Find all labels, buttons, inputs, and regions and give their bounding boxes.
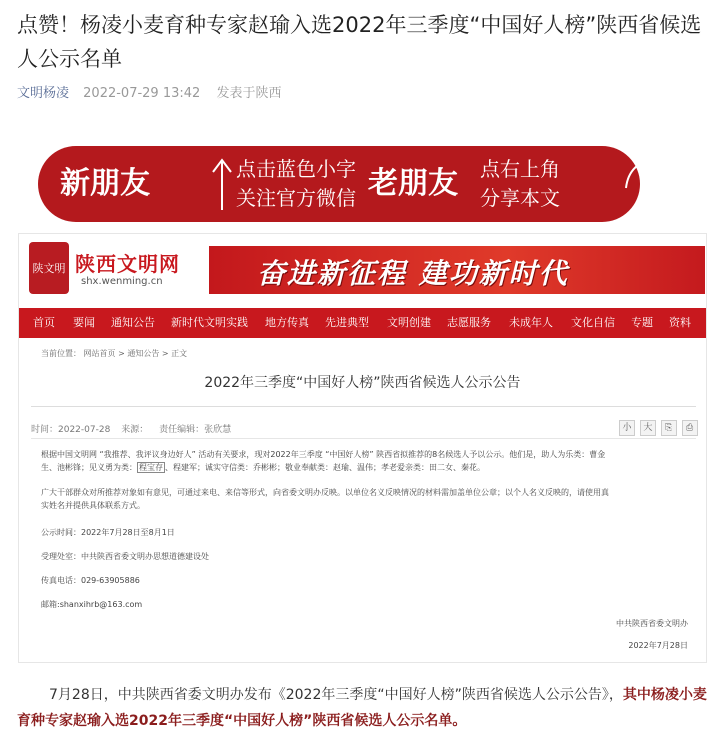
nav-item-practice[interactable]: 新时代文明实践 bbox=[171, 316, 248, 329]
nav-item-local[interactable]: 地方传真 bbox=[265, 316, 309, 329]
notice-signature-org: 中共陕西省委文明办 bbox=[616, 619, 688, 628]
site-name: 陕西文明网 bbox=[75, 252, 180, 276]
site-header bbox=[19, 234, 706, 304]
notice-source: 来源： bbox=[121, 425, 149, 435]
follow-banner[interactable] bbox=[38, 146, 640, 222]
notice-time: 时间：2022-07-28 bbox=[31, 425, 111, 435]
divider bbox=[31, 406, 696, 407]
curved-arrow-icon bbox=[622, 152, 662, 192]
publish-date: 2022-07-29 13:42 bbox=[83, 86, 201, 101]
notice-period: 公示时间：2022年7月28日至8月1日 bbox=[41, 528, 175, 537]
nav-item-news[interactable]: 要闻 bbox=[73, 316, 95, 329]
author-link[interactable]: 文明杨凌 bbox=[17, 86, 70, 101]
divider bbox=[31, 438, 696, 439]
notice-info bbox=[31, 422, 239, 435]
nav-item-models[interactable]: 先进典型 bbox=[325, 316, 369, 329]
notice-fax: 传真电话：029-63905886 bbox=[41, 576, 140, 585]
old-friend-line1: 点右上角 bbox=[480, 157, 560, 181]
nav-item-minors[interactable]: 未成年人 bbox=[509, 316, 553, 329]
old-friend-line2: 分享本文 bbox=[480, 186, 560, 210]
slogan-text: 奋进新征程 建功新时代 bbox=[257, 257, 569, 290]
nav-item-culture[interactable]: 文化自信 bbox=[571, 316, 615, 329]
new-friend-label: 新朋友 bbox=[60, 166, 150, 201]
nav-item-topics[interactable]: 专题 bbox=[631, 316, 653, 329]
notice-screenshot bbox=[18, 233, 707, 663]
publish-location: 发表于陕西 bbox=[216, 86, 282, 101]
notice-title: 2022年三季度“中国好人榜”陕西省候选人公示公告 bbox=[204, 375, 521, 391]
notice-signature-date: 2022年7月28日 bbox=[628, 641, 688, 650]
notice-office: 受理处室：中共陕西省委文明办思想道德建设处 bbox=[41, 552, 209, 561]
site-navbar bbox=[19, 308, 706, 338]
notice-editor: 责任编辑：张欣慧 bbox=[159, 425, 232, 435]
article-meta bbox=[17, 82, 281, 101]
article-title: 点赞！杨凌小麦育种专家赵瑜入选2022年三季度“中国好人榜”陕西省候选人公示名单 bbox=[17, 13, 702, 71]
font-large-button[interactable]: 大 bbox=[640, 420, 656, 436]
article-paragraph bbox=[17, 682, 707, 734]
new-friend-line1: 点击蓝色小字 bbox=[236, 157, 356, 181]
notice-paragraph-2: 广大干部群众对所推荐对象如有意见，可通过来电、来信等形式，向省委文明办反映。以单位名义反映情况的材料需加盖单位公章；以个人名义反映的，请使用真 实姓名并提供具体联系方式。 bbox=[41, 488, 609, 510]
nav-item-materials[interactable]: 资料 bbox=[669, 316, 691, 329]
highlighted-name: 程宝存 bbox=[139, 463, 163, 472]
nav-item-home[interactable]: 首页 bbox=[33, 316, 55, 329]
slogan-banner bbox=[209, 246, 705, 294]
paragraph-highlight: 其中杨凌小麦育种专家赵瑜入选2022年三季度“中国好人榜”陕西省候选人公示名单。 bbox=[17, 687, 707, 729]
font-tools bbox=[619, 420, 700, 436]
share-icon[interactable]: ⎘ bbox=[661, 420, 677, 436]
old-friend-label: 老朋友 bbox=[368, 166, 458, 201]
new-friend-line2: 关注官方微信 bbox=[236, 186, 356, 210]
site-seal-logo: 陕文明 bbox=[29, 242, 69, 294]
notice-paragraph-1: 根据中国文明网 “我推荐、我评议身边好人” 活动有关要求，现对2022年三季度 “中国好人榜” 陕西省拟推荐的8名候选人予以公示。他们是，助人为乐类：曹金 生、池彬锋；见义勇为类： 程宝存 、程建军；诚实守信类：乔彬彬；敬业奉献类：赵瑜、温伟；孝老爱亲类：田二女、秦花。 bbox=[41, 450, 606, 472]
font-small-button[interactable]: 小 bbox=[619, 420, 635, 436]
print-icon[interactable]: ⎙ bbox=[682, 420, 698, 436]
paragraph-text: 7月28日，中共陕西省委文明办发布《2022年三季度“中国好人榜”陕西省候选人公示公告》， bbox=[49, 687, 623, 703]
breadcrumb: 当前位置： 网站首页 > 通知公告 > 正文 bbox=[41, 349, 188, 358]
nav-item-volunteer[interactable]: 志愿服务 bbox=[447, 316, 491, 329]
nav-item-creation[interactable]: 文明创建 bbox=[387, 316, 431, 329]
notice-email: 邮箱:shanxihrb@163.com bbox=[41, 600, 143, 609]
nav-item-notices[interactable]: 通知公告 bbox=[111, 316, 155, 329]
site-url: shx.wenming.cn bbox=[81, 276, 163, 287]
